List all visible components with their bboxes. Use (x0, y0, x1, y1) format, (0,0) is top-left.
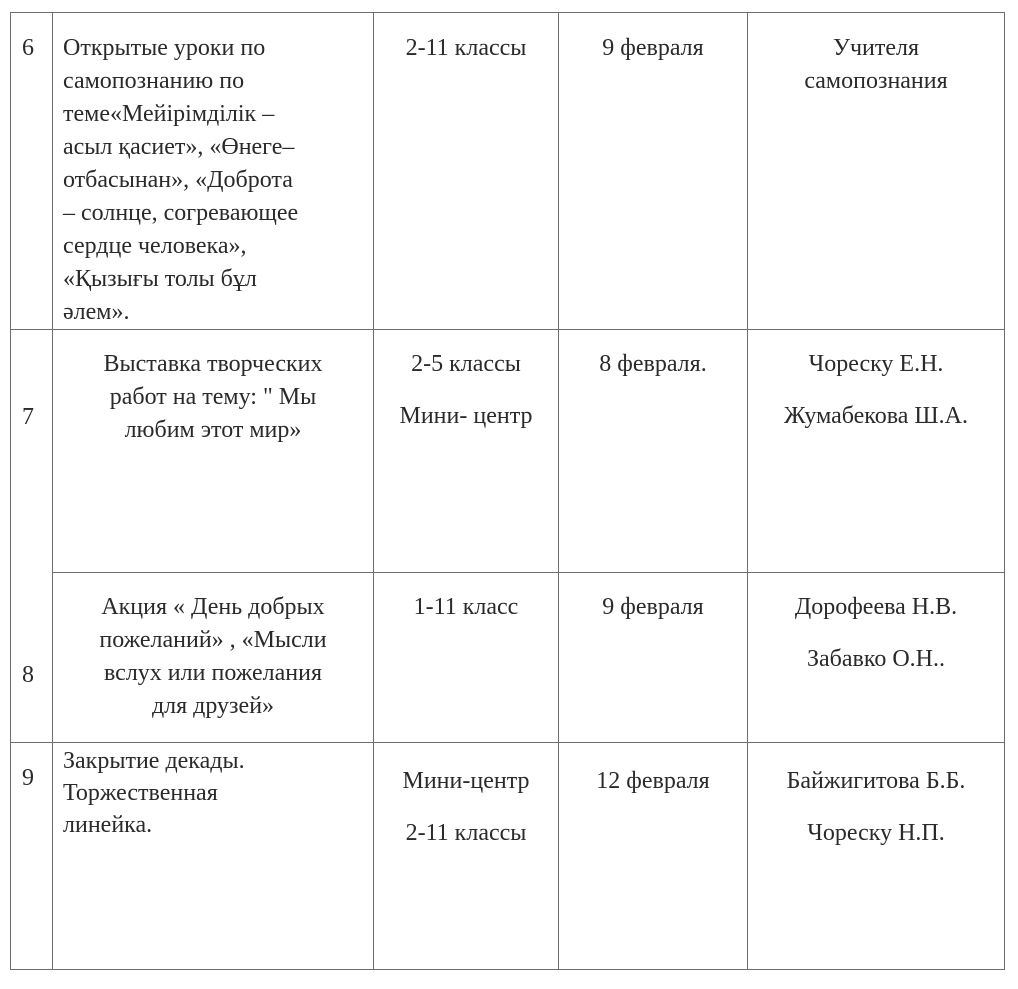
responsible-line: Жумабекова Ш.А. (784, 403, 968, 429)
event-title (63, 745, 369, 841)
table-left-border (10, 12, 11, 970)
table-right-border (1004, 12, 1005, 970)
event-date: 9 февраля (602, 594, 704, 620)
event-title-line: сердце человека», (63, 233, 247, 259)
event-title-line: работ на тему: " Мы (109, 384, 317, 410)
event-title (53, 591, 373, 723)
event-title-line: асыл қасиет», «Өнеге– (63, 134, 295, 160)
responsible-line: Забавко О.Н.. (807, 646, 945, 672)
event-title-line: любим этот мир» (124, 417, 302, 443)
event-title-line: пожеланий» , «Мысли (99, 627, 327, 653)
line-gap (748, 381, 1004, 400)
row-number: 8 (22, 662, 34, 688)
line-gap (748, 798, 1004, 817)
event-title-line: отбасынан», «Доброта (63, 167, 293, 193)
participants-line: 1-11 класс (413, 594, 519, 620)
column-divider (558, 12, 559, 970)
event-date: 9 февраля (602, 35, 704, 61)
row-number: 6 (22, 35, 34, 61)
responsible (748, 765, 1004, 850)
row-number: 9 (22, 765, 34, 791)
event-date: 8 февраля. (599, 351, 707, 377)
event-title-line: для друзей» (151, 693, 275, 719)
responsible (748, 591, 1004, 676)
event-title (63, 32, 369, 329)
responsible-line: самопознания (804, 68, 948, 94)
participants-line: 2-11 классы (405, 35, 527, 61)
event-title (53, 348, 373, 447)
participants-line: Мини-центр (402, 768, 530, 794)
event-title-line: Открытые уроки по (63, 35, 266, 61)
responsible-line: Байжигитова Б.Б. (786, 768, 966, 794)
line-gap (748, 624, 1004, 643)
event-title-line: теме«Мейірімділік – (63, 101, 275, 127)
event-title-line: линейка. (63, 812, 153, 838)
participants (374, 591, 558, 624)
participants-line: Мини- центр (399, 403, 533, 429)
participants (374, 348, 558, 433)
line-gap (374, 381, 558, 400)
event-title-line: самопознанию по (63, 68, 245, 94)
row-number: 7 (22, 404, 34, 430)
responsible-line: Дорофеева Н.В. (794, 594, 958, 620)
participants (374, 765, 558, 850)
event-title-line: Акция « День добрых (101, 594, 325, 620)
event-title-line: Закрытие декады. (63, 748, 245, 774)
event-title-line: вслух или пожелания (103, 660, 322, 686)
responsible (748, 32, 1004, 98)
responsible (748, 348, 1004, 433)
event-title-line: – солнце, согревающее (63, 200, 299, 226)
event-date: 12 февраля (596, 768, 710, 794)
event-title-line: «Қызығы толы бұл (63, 266, 257, 292)
event-title-line: Выставка творческих (103, 351, 323, 377)
participants (374, 32, 558, 65)
line-gap (374, 798, 558, 817)
event-title-line: әлем». (63, 299, 130, 325)
event-title-line: Торжественная (63, 780, 218, 806)
participants-line: 2-11 классы (405, 820, 527, 846)
responsible-line: Чореску Н.П. (807, 820, 945, 846)
column-divider (52, 12, 53, 970)
participants-line: 2-5 классы (411, 351, 521, 377)
responsible-line: Чореску Е.Н. (808, 351, 944, 377)
responsible-line: Учителя (832, 35, 920, 61)
